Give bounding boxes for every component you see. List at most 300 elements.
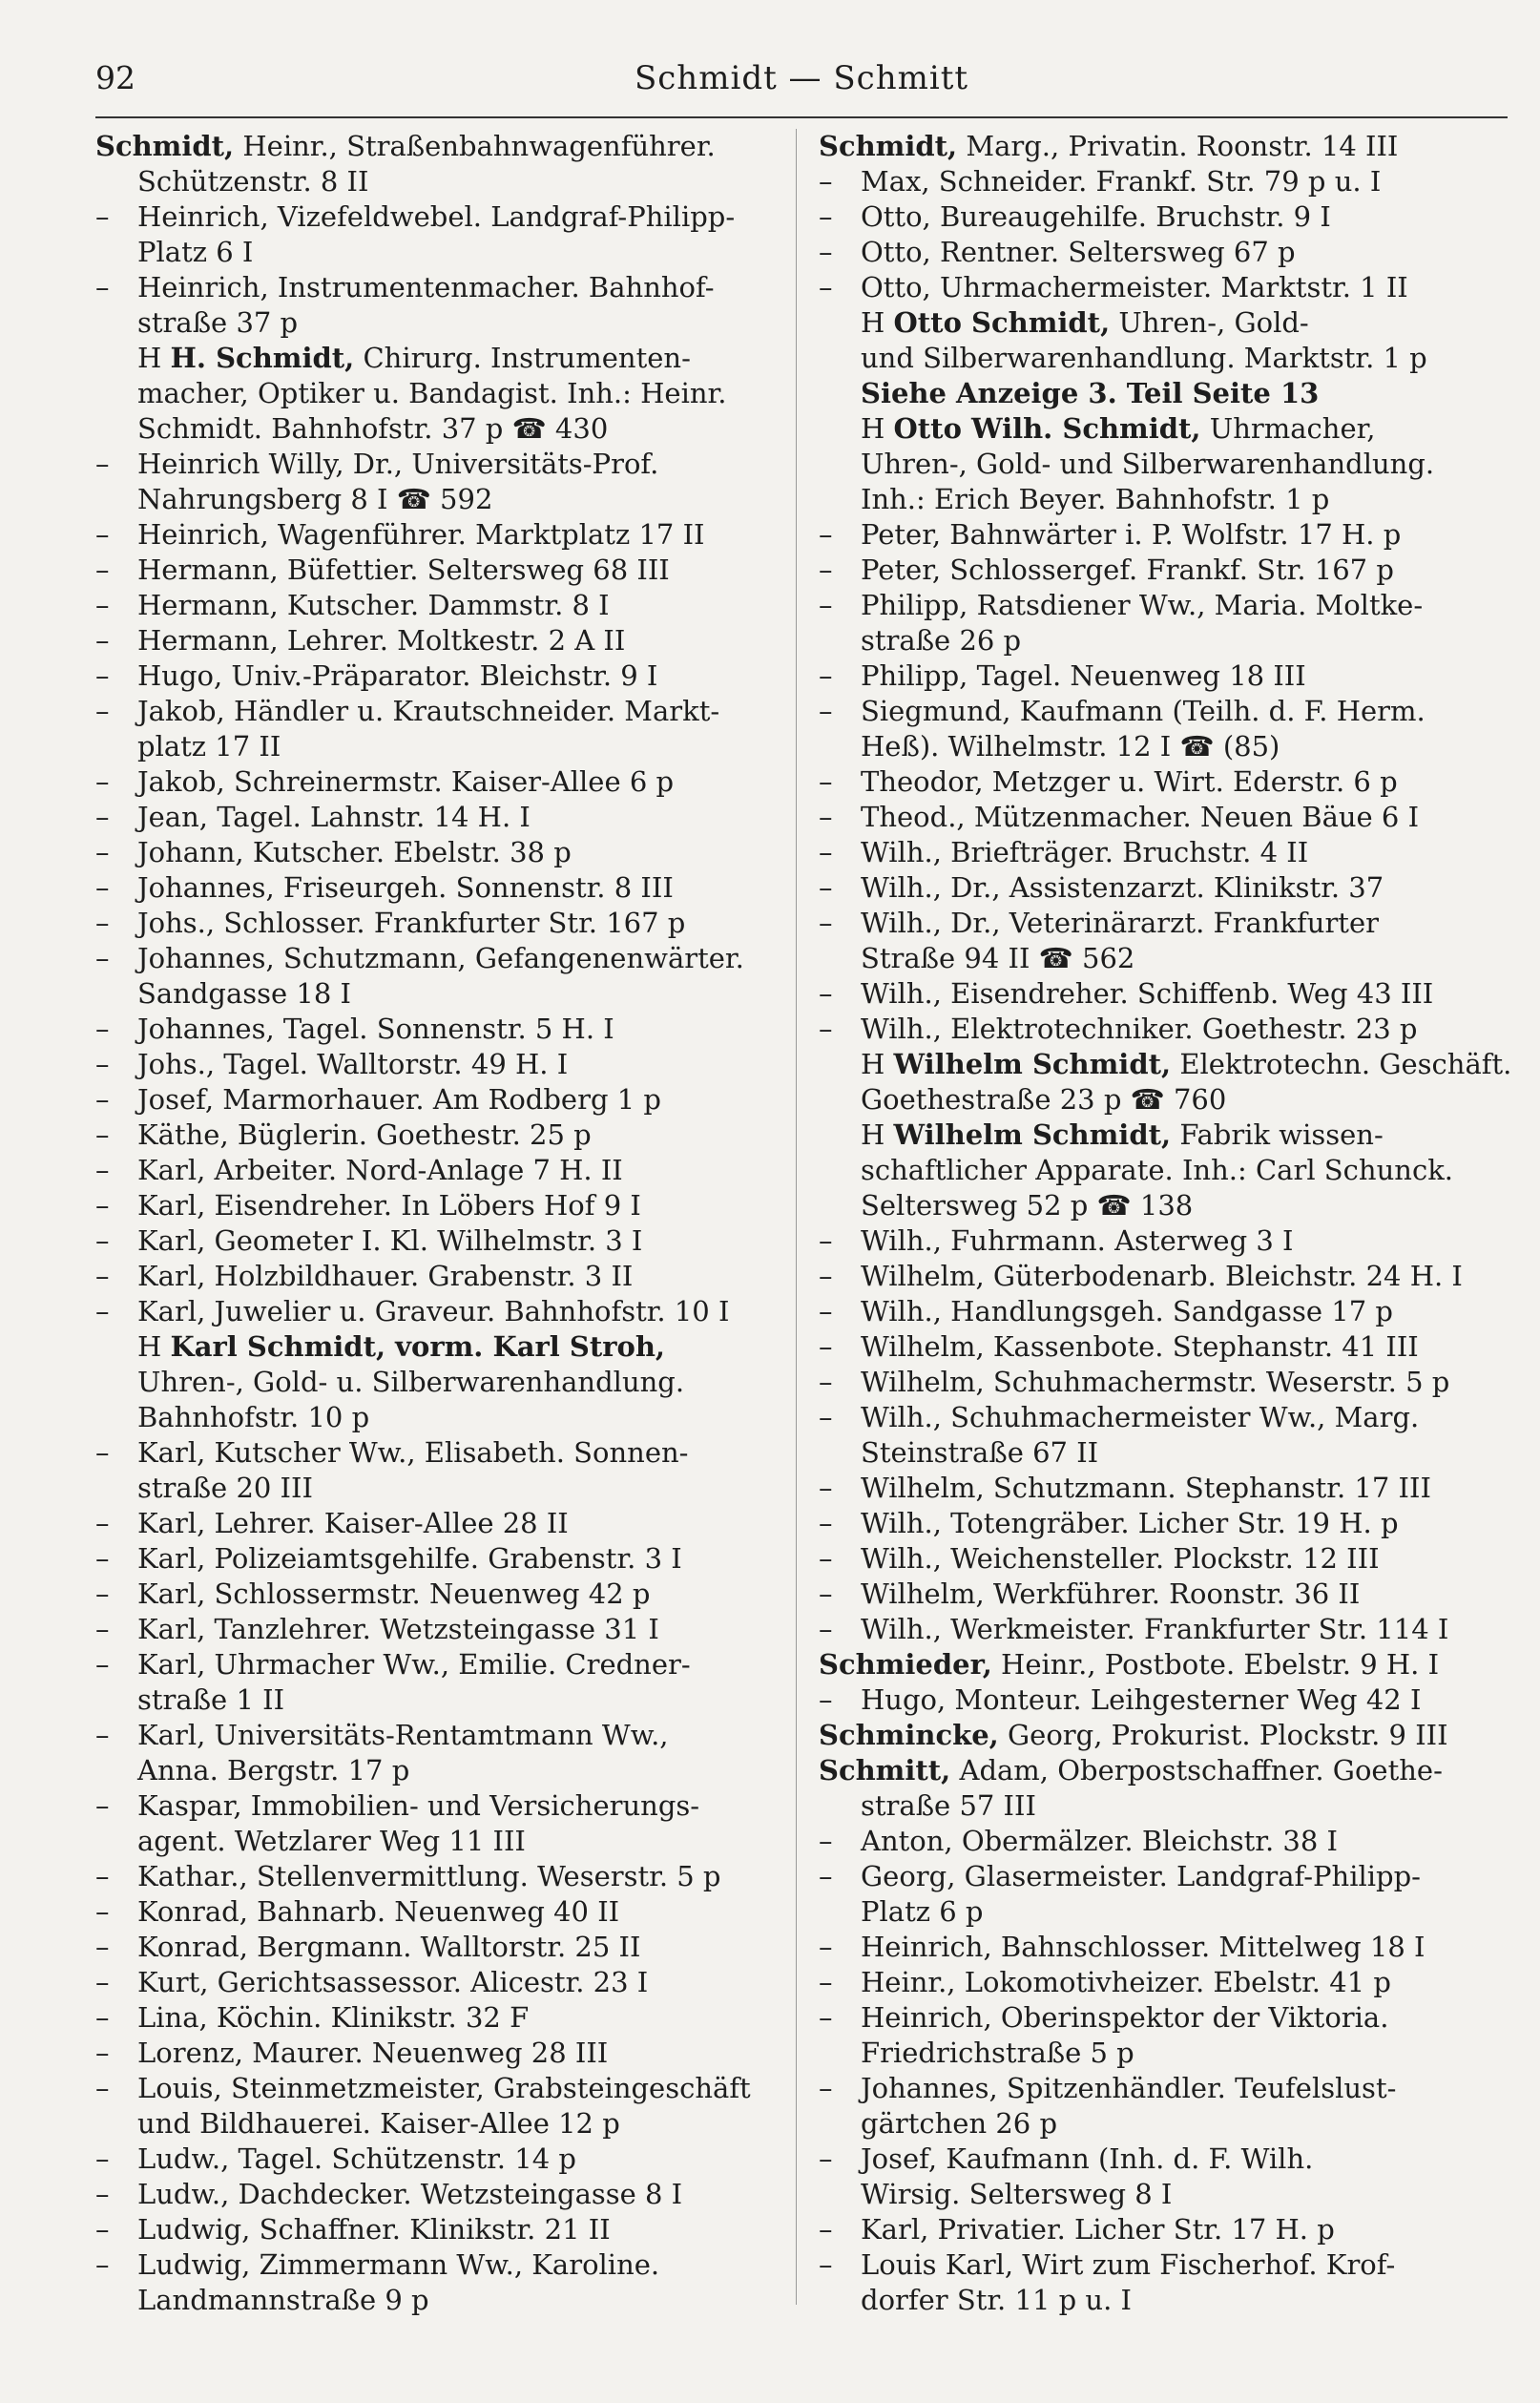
entry-text: Friedrichstraße 5 p bbox=[861, 2037, 1134, 2069]
entry-text: straße 37 p bbox=[137, 306, 299, 339]
entry-text: Max, Schneider. Frankf. Str. 79 p u. I bbox=[861, 165, 1382, 198]
entry-text: straße 26 p bbox=[861, 624, 1022, 657]
ditto-dash: – bbox=[95, 624, 110, 657]
entry-text: Steinstraße 67 II bbox=[861, 1436, 1099, 1469]
directory-line bbox=[819, 482, 1525, 517]
entry-text: Wilh., Briefträger. Bruchstr. 4 II bbox=[861, 836, 1309, 868]
ditto-dash: – bbox=[819, 554, 833, 586]
bold-name: Wilhelm Schmidt, bbox=[893, 1118, 1172, 1151]
ditto-dash: – bbox=[95, 801, 110, 833]
directory-line bbox=[819, 588, 1525, 623]
directory-line bbox=[819, 2106, 1525, 2142]
directory-line bbox=[819, 199, 1525, 235]
ditto-dash: – bbox=[95, 1295, 110, 1327]
ditto-dash: – bbox=[819, 871, 833, 904]
directory-line bbox=[95, 199, 801, 235]
directory-line bbox=[819, 2000, 1525, 2036]
directory-line bbox=[95, 658, 801, 694]
ditto-dash: – bbox=[95, 1966, 110, 1998]
directory-line bbox=[819, 129, 1525, 164]
ditto-dash: – bbox=[95, 1895, 110, 1928]
directory-line bbox=[819, 235, 1525, 270]
entry-text: Wilhelm, Schuhmachermstr. Weserstr. 5 p bbox=[861, 1366, 1450, 1398]
ditto-dash: – bbox=[95, 518, 110, 551]
directory-line bbox=[819, 305, 1525, 341]
entry-text: Hermann, Büfettier. Seltersweg 68 III bbox=[137, 554, 670, 586]
entry-text: Louis, Steinmetzmeister, Grabsteingeschäft bbox=[137, 2072, 751, 2104]
directory-line bbox=[819, 1859, 1525, 1894]
entry-text: Heinrich, Oberinspektor der Viktoria. bbox=[861, 2001, 1389, 2034]
entry-text: Johs., Schlosser. Frankfurter Str. 167 p bbox=[137, 907, 686, 939]
ditto-dash: – bbox=[95, 554, 110, 586]
ditto-dash: – bbox=[95, 1189, 110, 1222]
entry-text: Karl, Eisendreher. In Löbers Hof 9 I bbox=[137, 1189, 641, 1222]
ditto-dash: – bbox=[95, 1542, 110, 1575]
entry-text: Otto, Rentner. Seltersweg 67 p bbox=[861, 236, 1296, 268]
directory-line bbox=[95, 447, 801, 482]
entry-text: H bbox=[137, 1330, 171, 1363]
directory-line bbox=[819, 729, 1525, 764]
entry-text: Peter, Schlossergef. Frankf. Str. 167 p bbox=[861, 554, 1394, 586]
directory-line bbox=[95, 305, 801, 341]
directory-line bbox=[819, 341, 1525, 376]
directory-line bbox=[95, 1294, 801, 1329]
ditto-dash: – bbox=[95, 942, 110, 974]
entry-text: Fabrik wissen- bbox=[1171, 1118, 1384, 1151]
directory-line bbox=[95, 1894, 801, 1930]
ditto-dash: – bbox=[819, 801, 833, 833]
entry-text: Heinrich, Vizefeldwebel. Landgraf-Philipp- bbox=[137, 200, 736, 233]
directory-line bbox=[819, 164, 1525, 199]
entry-text: Platz 6 I bbox=[137, 236, 254, 268]
entry-text: Jean, Tagel. Lahnstr. 14 H. I bbox=[137, 801, 531, 833]
ditto-dash: – bbox=[95, 1507, 110, 1539]
directory-line bbox=[819, 2177, 1525, 2212]
ditto-dash: – bbox=[95, 448, 110, 480]
directory-line bbox=[95, 1647, 801, 1682]
entry-text: Anna. Bergstr. 17 p bbox=[137, 1754, 410, 1787]
ditto-dash: – bbox=[819, 1472, 833, 1504]
bold-name: Siehe Anzeige 3. Teil Seite 13 bbox=[861, 377, 1320, 409]
directory-line bbox=[819, 1753, 1525, 1788]
directory-line bbox=[819, 1012, 1525, 1047]
entry-text: macher, Optiker u. Bandagist. Inh.: Heinr. bbox=[137, 377, 727, 409]
directory-line bbox=[819, 1506, 1525, 1541]
directory-line bbox=[95, 1223, 801, 1259]
entry-text: Siegmund, Kaufmann (Teilh. d. F. Herm. bbox=[861, 695, 1426, 727]
ditto-dash: – bbox=[95, 1224, 110, 1257]
ditto-dash: – bbox=[819, 977, 833, 1010]
directory-line bbox=[95, 1047, 801, 1082]
ditto-dash: – bbox=[819, 1366, 833, 1398]
ditto-dash: – bbox=[819, 2213, 833, 2246]
ditto-dash: – bbox=[95, 1719, 110, 1751]
entry-text: Goethestraße 23 p ☎ 760 bbox=[861, 1083, 1227, 1116]
directory-line bbox=[819, 1435, 1525, 1471]
entry-text: Karl, Juwelier u. Graveur. Bahnhofstr. 10 I bbox=[137, 1295, 730, 1327]
directory-line bbox=[95, 1788, 801, 1824]
directory-line bbox=[95, 1012, 801, 1047]
directory-line bbox=[95, 1118, 801, 1153]
entry-text: Anton, Obermälzer. Bleichstr. 38 I bbox=[861, 1825, 1338, 1857]
directory-line bbox=[95, 1365, 801, 1400]
entry-text: Johannes, Schutzmann, Gefangenenwärter. bbox=[137, 942, 744, 974]
entry-text: Nahrungsberg 8 I ☎ 592 bbox=[137, 483, 493, 515]
bold-name: Schmieder, bbox=[819, 1648, 992, 1681]
entry-text: Hermann, Lehrer. Moltkestr. 2 A II bbox=[137, 624, 626, 657]
directory-line bbox=[95, 1435, 801, 1471]
entry-text: Adam, Oberpostschaffner. Goethe- bbox=[950, 1754, 1443, 1787]
entry-text: Konrad, Bergmann. Walltorstr. 25 II bbox=[137, 1931, 641, 1963]
entry-text: Philipp, Tagel. Neuenweg 18 III bbox=[861, 659, 1306, 692]
ditto-dash: – bbox=[819, 200, 833, 233]
directory-line bbox=[819, 658, 1525, 694]
directory-line bbox=[819, 870, 1525, 906]
directory-line bbox=[95, 376, 801, 411]
ditto-dash: – bbox=[95, 2178, 110, 2210]
directory-line bbox=[819, 1294, 1525, 1329]
ditto-dash: – bbox=[819, 2001, 833, 2034]
directory-line bbox=[819, 2071, 1525, 2106]
directory-line bbox=[95, 1682, 801, 1718]
directory-line bbox=[95, 553, 801, 588]
directory-line bbox=[819, 376, 1525, 411]
entry-text: Wilhelm, Werkführer. Roonstr. 36 II bbox=[861, 1578, 1361, 1610]
ditto-dash: – bbox=[95, 1860, 110, 1892]
entry-text: Karl, Universitäts-Rentamtmann Ww., bbox=[137, 1719, 669, 1751]
entry-text: Heinrich, Instrumentenmacher. Bahnhof- bbox=[137, 271, 715, 303]
entry-text: Inh.: Erich Beyer. Bahnhofstr. 1 p bbox=[861, 483, 1330, 515]
entry-text: Wilh., Dr., Assistenzarzt. Klinikstr. 37 bbox=[861, 871, 1384, 904]
ditto-dash: – bbox=[819, 1401, 833, 1433]
entry-text: H bbox=[137, 342, 171, 374]
entry-text: platz 17 II bbox=[137, 730, 281, 763]
entry-text: Wilh., Handlungsgeh. Sandgasse 17 p bbox=[861, 1295, 1393, 1327]
entry-text: Käthe, Büglerin. Goethestr. 25 p bbox=[137, 1118, 592, 1151]
directory-line bbox=[95, 341, 801, 376]
directory-line bbox=[95, 1329, 801, 1365]
directory-line bbox=[95, 623, 801, 658]
ditto-dash: – bbox=[95, 1789, 110, 1822]
ditto-dash: – bbox=[819, 659, 833, 692]
directory-line bbox=[95, 870, 801, 906]
directory-line bbox=[819, 976, 1525, 1012]
ditto-dash: – bbox=[819, 1825, 833, 1857]
entry-text: Johannes, Friseurgeh. Sonnenstr. 8 III bbox=[137, 871, 674, 904]
directory-line bbox=[819, 1965, 1525, 2000]
directory-line bbox=[819, 411, 1525, 447]
ditto-dash: – bbox=[819, 1683, 833, 1716]
entry-text: Johann, Kutscher. Ebelstr. 38 p bbox=[137, 836, 572, 868]
entry-text: Jakob, Händler u. Krautschneider. Markt- bbox=[137, 695, 720, 727]
directory-line bbox=[95, 235, 801, 270]
ditto-dash: – bbox=[95, 1613, 110, 1645]
bold-name: Karl Schmidt, vorm. Karl Stroh, bbox=[170, 1330, 666, 1363]
directory-line bbox=[95, 1153, 801, 1188]
directory-line bbox=[95, 2071, 801, 2106]
entry-text: Karl, Kutscher Ww., Elisabeth. Sonnen- bbox=[137, 1436, 689, 1469]
entry-text: Heinr., Postbote. Ebelstr. 9 H. I bbox=[991, 1648, 1440, 1681]
directory-line bbox=[95, 729, 801, 764]
ditto-dash: – bbox=[819, 518, 833, 551]
bold-name: H. Schmidt, bbox=[170, 342, 355, 374]
directory-line bbox=[95, 1541, 801, 1577]
ditto-dash: – bbox=[95, 1260, 110, 1292]
directory-line bbox=[819, 1541, 1525, 1577]
entry-text: Seltersweg 52 p ☎ 138 bbox=[861, 1189, 1194, 1222]
ditto-dash: – bbox=[819, 836, 833, 868]
ditto-dash: – bbox=[95, 1648, 110, 1681]
ditto-dash: – bbox=[819, 695, 833, 727]
directory-line bbox=[819, 2283, 1525, 2318]
entry-text: H bbox=[861, 412, 894, 445]
bold-name: Schmidt, bbox=[819, 130, 958, 162]
ditto-dash: – bbox=[95, 1931, 110, 1963]
directory-line bbox=[95, 482, 801, 517]
directory-line bbox=[95, 164, 801, 199]
page-header bbox=[95, 59, 1508, 111]
entry-text: straße 1 II bbox=[137, 1683, 285, 1716]
ditto-dash: – bbox=[95, 589, 110, 621]
entry-text: und Silberwarenhandlung. Marktstr. 1 p bbox=[861, 342, 1427, 374]
directory-line bbox=[95, 694, 801, 729]
ditto-dash: – bbox=[819, 1860, 833, 1892]
ditto-dash: – bbox=[95, 1154, 110, 1186]
entry-text: Konrad, Bahnarb. Neuenweg 40 II bbox=[137, 1895, 620, 1928]
bold-name: Schmidt, bbox=[95, 130, 235, 162]
entry-text: Wirsig. Seltersweg 8 I bbox=[861, 2178, 1173, 2210]
ditto-dash: – bbox=[95, 2001, 110, 2034]
directory-line bbox=[819, 1824, 1525, 1859]
entry-text: Uhrmacher, bbox=[1200, 412, 1376, 445]
ditto-dash: – bbox=[95, 836, 110, 868]
directory-line bbox=[819, 1223, 1525, 1259]
entry-text: Elektrotechn. Geschäft. bbox=[1171, 1048, 1512, 1080]
directory-line bbox=[95, 517, 801, 553]
entry-text: Marg., Privatin. Roonstr. 14 III bbox=[957, 130, 1399, 162]
ditto-dash: – bbox=[819, 589, 833, 621]
directory-line bbox=[95, 2036, 801, 2071]
entry-text: Straße 94 II ☎ 562 bbox=[861, 942, 1135, 974]
ditto-dash: – bbox=[95, 1048, 110, 1080]
directory-line bbox=[95, 1718, 801, 1753]
ditto-dash: – bbox=[95, 1013, 110, 1045]
directory-line bbox=[95, 1400, 801, 1435]
ditto-dash: – bbox=[819, 1330, 833, 1363]
entry-text: Josef, Marmorhauer. Am Rodberg 1 p bbox=[137, 1083, 661, 1116]
page-number: 92 bbox=[95, 59, 135, 96]
directory-line bbox=[819, 1612, 1525, 1647]
entry-text: Platz 6 p bbox=[861, 1895, 984, 1928]
directory-line bbox=[819, 2212, 1525, 2247]
directory-line bbox=[95, 1577, 801, 1612]
entry-text: Wilh., Schuhmachermeister Ww., Marg. bbox=[861, 1401, 1420, 1433]
entry-text: Otto, Bureaugehilfe. Bruchstr. 9 I bbox=[861, 200, 1331, 233]
directory-line bbox=[819, 1788, 1525, 1824]
entry-text: agent. Wetzlarer Weg 11 III bbox=[137, 1825, 526, 1857]
left-column bbox=[95, 129, 801, 2318]
entry-text: Johs., Tagel. Walltorstr. 49 H. I bbox=[137, 1048, 569, 1080]
entry-text: und Bildhauerei. Kaiser-Allee 12 p bbox=[137, 2107, 620, 2140]
entry-text: Wilh., Werkmeister. Frankfurter Str. 114 I bbox=[861, 1613, 1449, 1645]
entry-text: Wilh., Eisendreher. Schiffenb. Weg 43 III bbox=[861, 977, 1434, 1010]
directory-line bbox=[819, 517, 1525, 553]
ditto-dash: – bbox=[819, 1507, 833, 1539]
ditto-dash: – bbox=[95, 1436, 110, 1469]
ditto-dash: – bbox=[95, 907, 110, 939]
entry-text: Kurt, Gerichtsassessor. Alicestr. 23 I bbox=[137, 1966, 649, 1998]
directory-line bbox=[819, 1647, 1525, 1682]
ditto-dash: – bbox=[819, 765, 833, 798]
entry-text: Landmannstraße 9 p bbox=[137, 2284, 429, 2316]
entry-text: gärtchen 26 p bbox=[861, 2107, 1058, 2140]
ditto-dash: – bbox=[95, 2142, 110, 2175]
directory-line bbox=[95, 800, 801, 835]
entry-text: Karl, Schlossermstr. Neuenweg 42 p bbox=[137, 1578, 651, 1610]
entry-text: Karl, Geometer I. Kl. Wilhelmstr. 3 I bbox=[137, 1224, 643, 1257]
directory-line bbox=[819, 1259, 1525, 1294]
directory-line bbox=[819, 1930, 1525, 1965]
entry-text: Heinrich Willy, Dr., Universitäts-Prof. bbox=[137, 448, 659, 480]
entry-text: Hugo, Monteur. Leihgesterner Weg 42 I bbox=[861, 1683, 1422, 1716]
entry-text: Wilhelm, Güterbodenarb. Bleichstr. 24 H. I bbox=[861, 1260, 1463, 1292]
entry-text: Sandgasse 18 I bbox=[137, 977, 351, 1010]
directory-line bbox=[819, 1894, 1525, 1930]
ditto-dash: – bbox=[819, 2142, 833, 2175]
entry-text: Kaspar, Immobilien- und Versicherungs- bbox=[137, 1789, 700, 1822]
directory-line bbox=[95, 2142, 801, 2177]
ditto-dash: – bbox=[819, 1931, 833, 1963]
entry-text: Heinrich, Bahnschlosser. Mittelweg 18 I bbox=[861, 1931, 1426, 1963]
bold-name: Schmitt, bbox=[819, 1754, 951, 1787]
ditto-dash: – bbox=[819, 2248, 833, 2281]
entry-text: Wilh., Fuhrmann. Asterweg 3 I bbox=[861, 1224, 1294, 1257]
entry-text: Heinr., Lokomotivheizer. Ebelstr. 41 p bbox=[861, 1966, 1391, 1998]
entry-text: Bahnhofstr. 10 p bbox=[137, 1401, 370, 1433]
directory-line bbox=[819, 1400, 1525, 1435]
entry-text: Ludw., Dachdecker. Wetzsteingasse 8 I bbox=[137, 2178, 683, 2210]
ditto-dash: – bbox=[95, 271, 110, 303]
ditto-dash: – bbox=[95, 765, 110, 798]
directory-line bbox=[95, 2177, 801, 2212]
entry-text: Wilh., Dr., Veterinärarzt. Frankfurter bbox=[861, 907, 1379, 939]
ditto-dash: – bbox=[95, 2037, 110, 2069]
entry-text: Otto, Uhrmachermeister. Marktstr. 1 II bbox=[861, 271, 1408, 303]
directory-line bbox=[95, 835, 801, 870]
entry-text: Kathar., Stellenvermittlung. Weserstr. 5 p bbox=[137, 1860, 721, 1892]
directory-line bbox=[819, 623, 1525, 658]
ditto-dash: – bbox=[95, 2213, 110, 2246]
directory-line bbox=[95, 941, 801, 976]
directory-line bbox=[95, 1471, 801, 1506]
entry-text: Karl, Tanzlehrer. Wetzsteingasse 31 I bbox=[137, 1613, 659, 1645]
entry-text: Uhren-, Gold- und Silberwarenhandlung. bbox=[861, 448, 1435, 480]
ditto-dash: – bbox=[95, 871, 110, 904]
ditto-dash: – bbox=[95, 1118, 110, 1151]
entry-text: Schützenstr. 8 II bbox=[137, 165, 369, 198]
ditto-dash: – bbox=[95, 2072, 110, 2104]
directory-line bbox=[819, 1329, 1525, 1365]
entry-text: Chirurg. Instrumenten- bbox=[354, 342, 691, 374]
entry-text: Ludw., Tagel. Schützenstr. 14 p bbox=[137, 2142, 576, 2175]
directory-line bbox=[95, 2247, 801, 2283]
ditto-dash: – bbox=[819, 1613, 833, 1645]
directory-line bbox=[819, 553, 1525, 588]
entry-text: Karl, Holzbildhauer. Grabenstr. 3 II bbox=[137, 1260, 634, 1292]
entry-text: Josef, Kaufmann (Inh. d. F. Wilh. bbox=[861, 2142, 1314, 2175]
directory-line bbox=[819, 1718, 1525, 1753]
ditto-dash: – bbox=[95, 695, 110, 727]
entry-text: Uhren-, Gold- u. Silberwarenhandlung. bbox=[137, 1366, 685, 1398]
entry-text: Wilhelm, Schutzmann. Stephanstr. 17 III bbox=[861, 1472, 1431, 1504]
directory-line bbox=[819, 1188, 1525, 1223]
directory-line bbox=[95, 764, 801, 800]
directory-line bbox=[819, 1682, 1525, 1718]
ditto-dash: – bbox=[95, 2248, 110, 2281]
directory-line bbox=[95, 1259, 801, 1294]
entry-text: Schmidt. Bahnhofstr. 37 p ☎ 430 bbox=[137, 412, 609, 445]
directory-line bbox=[95, 1188, 801, 1223]
entry-text: H bbox=[861, 306, 894, 339]
directory-line bbox=[819, 1471, 1525, 1506]
ditto-dash: – bbox=[819, 165, 833, 198]
directory-line bbox=[819, 1047, 1525, 1082]
directory-line bbox=[819, 941, 1525, 976]
entry-text: Ludwig, Zimmermann Ww., Karoline. bbox=[137, 2248, 660, 2281]
directory-line bbox=[95, 2000, 801, 2036]
bold-name: Wilhelm Schmidt, bbox=[893, 1048, 1172, 1080]
entry-text: Jakob, Schreinermstr. Kaiser-Allee 6 p bbox=[137, 765, 675, 798]
entry-text: straße 57 III bbox=[861, 1789, 1036, 1822]
directory-line bbox=[819, 764, 1525, 800]
directory-line bbox=[95, 976, 801, 1012]
entry-text: straße 20 III bbox=[137, 1472, 313, 1504]
ditto-dash: – bbox=[95, 200, 110, 233]
ditto-dash: – bbox=[95, 659, 110, 692]
ditto-dash: – bbox=[819, 236, 833, 268]
directory-line bbox=[819, 1365, 1525, 1400]
bold-name: Otto Schmidt, bbox=[893, 306, 1111, 339]
directory-line bbox=[95, 1506, 801, 1541]
directory-line bbox=[819, 270, 1525, 305]
ditto-dash: – bbox=[819, 1013, 833, 1045]
ditto-dash: – bbox=[819, 1542, 833, 1575]
ditto-dash: – bbox=[819, 2072, 833, 2104]
entry-text: Heß). Wilhelmstr. 12 I ☎ (85) bbox=[861, 730, 1280, 763]
ditto-dash: – bbox=[819, 1966, 833, 1998]
ditto-dash: – bbox=[95, 1083, 110, 1116]
header-rule bbox=[95, 116, 1508, 118]
directory-line bbox=[95, 1612, 801, 1647]
entry-text: H bbox=[861, 1118, 894, 1151]
directory-line bbox=[819, 1082, 1525, 1118]
directory-line bbox=[95, 1082, 801, 1118]
directory-line bbox=[95, 270, 801, 305]
running-title: Schmidt — Schmitt bbox=[634, 59, 969, 97]
directory-line bbox=[819, 447, 1525, 482]
directory-line bbox=[95, 411, 801, 447]
ditto-dash: – bbox=[95, 1578, 110, 1610]
entry-text: Wilhelm, Kassenbote. Stephanstr. 41 III bbox=[861, 1330, 1419, 1363]
directory-line bbox=[95, 1753, 801, 1788]
entry-text: Karl, Lehrer. Kaiser-Allee 28 II bbox=[137, 1507, 569, 1539]
entry-text: Theod., Mützenmacher. Neuen Bäue 6 I bbox=[861, 801, 1420, 833]
directory-line bbox=[819, 906, 1525, 941]
directory-line bbox=[95, 906, 801, 941]
ditto-dash: – bbox=[819, 907, 833, 939]
entry-text: Georg, Glasermeister. Landgraf-Philipp- bbox=[861, 1860, 1421, 1892]
bold-name: Schmincke, bbox=[819, 1719, 999, 1751]
